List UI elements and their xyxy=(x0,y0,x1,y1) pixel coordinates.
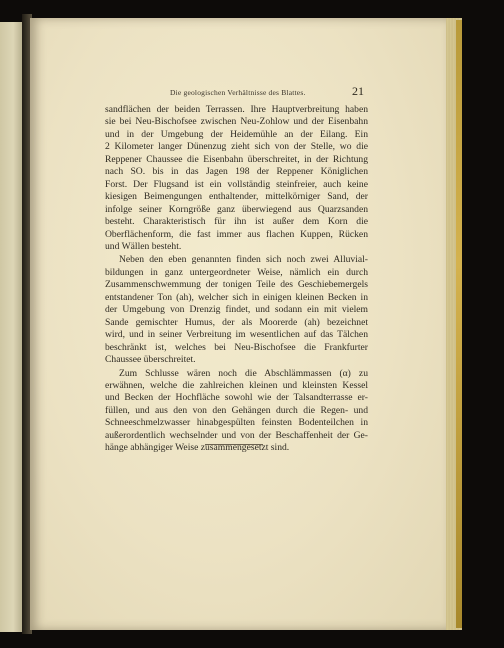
paragraph-1 xyxy=(105,104,368,253)
text-line: füllen, und aus den von den Gehängen durch die Regen- und xyxy=(105,404,368,416)
text-line: infolge seiner Korngröße ganz überwiegend aus Quarzsanden xyxy=(105,203,368,215)
text-line: Zum Schlusse wären noch die Abschlämmassen (α) zu xyxy=(119,367,368,379)
end-rule xyxy=(205,444,263,445)
text-line: und Wällen besteht. xyxy=(105,240,182,252)
text-line: der Umgebung von Drenzig findet, und sodann ein mit vielem xyxy=(105,304,368,316)
text-line: Neben den eben genannten finden sich noch zwei Alluvial- xyxy=(119,254,368,266)
text-line: Schneeschmelzwasser hinabgespülten feinsten Bodenteilchen in xyxy=(105,417,368,429)
text-line: Oberflächenform, die fast immer aus flachen Kuppen, Rücken xyxy=(105,228,368,240)
paragraph-2 xyxy=(105,254,368,366)
facing-page-edge xyxy=(0,22,22,632)
page-number: 21 xyxy=(352,84,364,98)
text-line: 2 Kilometer langer Dünenzug zieht sich von der Stelle, wo die xyxy=(105,141,368,153)
text-line: sie bei Neu-Bischofsee zwischen Neu-Zohlow und der Eisenbahn xyxy=(105,116,368,128)
text-line: kiesigen Beimengungen enthaltender, mittelkörniger Sand, der xyxy=(105,191,368,203)
text-line: Sande gemischter Humus, der als Moorerde (ah) bezeichnet xyxy=(105,316,368,328)
text-line: Chaussee überschreitet. xyxy=(105,354,196,366)
text-line: entstandener Ton (ah), welcher sich in einigen kleinen Becken in xyxy=(105,291,368,303)
text-line: Forst. Der Flugsand ist ein vollständig steinfreier, auch keine xyxy=(105,178,368,190)
text-line: Zusammenschwemmung der tonigen Teile des Geschiebemergels xyxy=(105,279,368,291)
text-line: wird, und in seiner Verbreitung im wesentlichen auf das Tälchen xyxy=(105,329,368,341)
body-text xyxy=(105,104,368,456)
text-line: beschränkt ist, welches bei Neu-Bischofsee die Frankfurter xyxy=(105,341,368,353)
text-line: außerordentlich wechselnder und von der Beschaffenheit der Ge- xyxy=(105,429,368,441)
text-line: und Becken der Hochfläche sowohl wie der Talsandterrasse er- xyxy=(105,392,368,404)
text-line: Reppener Chaussee die Eisenbahn überschreitet, in der Richtung xyxy=(105,153,368,165)
text-line: besteht. Charakteristisch für ihn ist außer dem Korn die xyxy=(105,216,368,228)
text-line: sandflächen der beiden Terrassen. Ihre Hauptverbreitung haben xyxy=(105,104,368,115)
text-line: erwähnen, welche die zahlreichen kleinen und kleinsten Kessel xyxy=(105,379,368,391)
text-line: und in der Umgebung der Heidemühle an der Eilang. Ein xyxy=(105,128,368,140)
text-line: bildungen in ganz untergeordneter Weise, nämlich ein durch xyxy=(105,266,368,278)
text-line: hänge abhängiger Weise zusammengesetzt sind. xyxy=(105,442,290,454)
text-line: nach SO. bis in das Jagen 198 der Reppener Königlichen xyxy=(105,166,368,178)
paragraph-3 xyxy=(105,368,368,455)
gilt-edge xyxy=(456,20,462,628)
running-head: Die geologischen Verhältnisse des Blattes. xyxy=(170,88,306,97)
